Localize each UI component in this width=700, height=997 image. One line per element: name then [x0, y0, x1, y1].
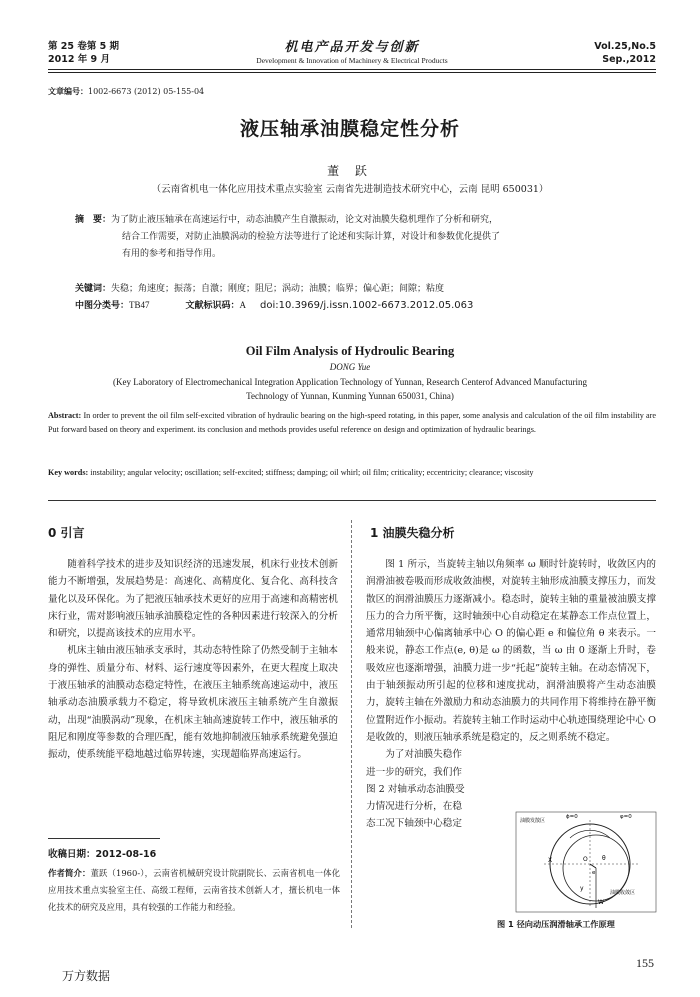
abstract-separator [48, 500, 656, 501]
received-date [48, 846, 156, 860]
analysis-p2-line5: 态工况下轴颈中心稳定 [366, 818, 462, 830]
label-converge: 油膜发散区 [520, 818, 546, 824]
analysis-paragraph-1: 图 1 所示，当旋转主轴以角频率 ω 顺时针旋转时，收敛区内的润滑油被卷吸而形成收敛油楔，对旋转主轴形成油膜支撑压力，而发散区的润滑油膜压力逐渐减小。稳态时，旋转主轴的重量被油膜支撑压力的合力所平衡，这时轴颈中心自动稳定在某静态工作点位置上，通常用轴颈中心偏离轴承中心 O 的偏心距 e 和偏位角 θ 来表示。一般来说，静态工作点(e, θ)是 ω 的函数，当 ω 由 0 逐渐上升时，卷吸效应也逐渐增强，油膜力进一步“托起”旋转主轴。在动态情况下，由于轴颈振动所引起的位移和速度扰动，润滑油膜将产生动态油膜力，旋转主轴在外激励力和动态油膜力的共同作用下将维持在静平衡位置附近作小振动。若旋转主轴工作时运动中心轨迹围绕理论中心 O 是收敛的，则液压轴承系统是稳定的，反之则系统不稳定。 [366, 559, 656, 743]
author-bio-text: 董跃（1960-），云南省机械研究设计院副院长、云南省机电一体化应用技术重点实验室主任、高级工程师，云南省技术创新人才，擅长机电一体化技术的研究及应用，具有较强的工作能力和经验。 [48, 868, 341, 912]
title-en: Oil Film Analysis of Hydroulic Bearing [245, 344, 455, 358]
keywords-en [48, 466, 656, 479]
abstract-cn-line2: 结合工作需要，对防止油膜涡动的检验方法等进行了论述和实际计算，对设计和参数优化提供了 [122, 232, 501, 242]
eccentricity-line [590, 864, 596, 868]
doi: doi:10.3969/j.issn.1002-6673.2012.05.063 [260, 300, 474, 311]
abstract-en [48, 409, 656, 437]
title-cn: 液压轴承油膜稳定性分析 [239, 118, 460, 140]
label-x: X [548, 857, 553, 864]
affiliation-en-line1: (Key Laboratory of Electromechanical Integration Application Technology of Yunnan, Research Centerof Advanced Manufacturing [113, 377, 587, 387]
abstract-en-text: In order to prevent the oil film self-excited vibration of hydraulic bearing on the high-speed rotating, in this paper, some analysis and calculation of the oil film instability are Put forward based on theory and experiment. its conclusion and methods provides useful reference on design and optimization of hydraulic bearings. [48, 411, 657, 435]
doc-code-value: A [239, 300, 247, 310]
author-en: DONG Yue [329, 362, 371, 372]
date-en: Sep.,2012 [602, 54, 656, 65]
section-heading-analysis: 1 油膜失稳分析 [370, 526, 455, 540]
keywords-cn [75, 281, 652, 297]
volume-issue-en: Vol.25,No.5 [594, 41, 656, 52]
keywords-en-text: instability; angular velocity; oscillation; self-excited; stiffness; damping; oil whirl; oil film; criticality; eccentricity; clearance; viscosity [90, 468, 534, 477]
abstract-cn-line1: 为了防止液压轴承在高速运行中，动态油膜产生自激振动，论文对油膜失稳机理作了分析和研究， [111, 215, 499, 225]
analysis-p2-line4: 力情况进行分析，在稳 [366, 801, 462, 813]
label-e: e [592, 870, 596, 876]
journal-name [48, 40, 656, 66]
abstract-cn [75, 212, 652, 263]
analysis-paragraph-2 [366, 746, 504, 832]
analysis-p2-line3: 图 2 对轴承动态油膜受 [366, 783, 465, 795]
header-rule-thin [48, 72, 656, 73]
column-divider [351, 520, 352, 928]
label-o: O [583, 856, 588, 863]
date-cn: 2012 年 9 月 [48, 54, 110, 65]
watermark: 万方数据 [62, 969, 111, 983]
author-cn: 董 跃 [327, 164, 373, 178]
volume-issue-cn: 第 25 卷第 5 期 [48, 41, 120, 52]
figure-bearing-diagram [510, 808, 660, 916]
issue-info-en [594, 40, 656, 66]
body-right-column [366, 556, 656, 833]
analysis-p2-line1: 为了对油膜失稳作 [385, 749, 462, 761]
label-w: W [598, 899, 604, 906]
received-date-label: 收稿日期： [48, 849, 96, 860]
intro-paragraph-1: 随着科学技术的进步及知识经济的迅速发展，机床行业技术创新能力不断增强，发展趋势是：高速化、高精度化、复合化、高科技含量化以及环保化。为了把液压轴承技术更好的应用于高速和高精密机床行业，需对影响液压轴承油膜稳定性的各种因素进行较深入的分析和研究，以提高该技术的应用水平。 [48, 559, 338, 640]
page-number: 155 [636, 956, 654, 970]
label-diverge: 油膜收敛区 [610, 890, 636, 896]
affiliation-en-line2: Technology of Yunnan, Kunming Yunnan 650031, China) [246, 390, 454, 401]
label-phi-pi: φ=0 [620, 814, 632, 820]
author-bio [48, 865, 340, 916]
affiliation-cn: （云南省机电一体化应用技术重点实验室 云南省先进制造技术研究中心，云南 昆明 650031） [151, 184, 549, 195]
abstract-cn-label: 摘 要： [75, 215, 112, 225]
label-phi0: ϕ=0 [566, 814, 578, 820]
article-number-label: 文章编号： [48, 87, 88, 96]
analysis-p2-line2: 进一步的研究，我们作 [366, 766, 462, 778]
clc-label: 中图分类号： [75, 301, 130, 311]
doc-code-label: 文献标识码： [185, 301, 240, 311]
keywords-cn-value: 失稳；角速度；振荡；自激；刚度；阻尼；涡动；油膜；临界；偏心距；间隙；粘度 [111, 284, 445, 294]
received-date-value: 2012-08-16 [95, 849, 157, 860]
article-number-value: 1002-6673 (2012) 05-155-04 [88, 87, 205, 96]
abstract-cn-line3: 有用的参考和指导作用。 [122, 249, 222, 259]
header-rule-thick [48, 69, 656, 70]
journal-name-cn: 机电产品开发与创新 [284, 40, 420, 55]
journal-header [48, 40, 656, 68]
intro-paragraph-2: 机床主轴由液压轴承支承时，其动态特性除了仍然受制于主轴本身的弹性、质量分布、材料、运行速度等因素外，在更大程度上取决于液压轴承的油膜动态稳定特性，在液压主轴系统高速运动中，液压轴承动态油膜承载力不稳定，将导致机床液压主轴系统产生自激振动，出现“油膜涡动”现象，在机床主轴高速旋转工作中，液压轴承的阻尼和刚度等参数的合理匹配，能有效地抑制液压轴承系统避免强迫振动，使系统能平稳地越过临界转速，实现超临界高速运行。 [48, 645, 338, 761]
keywords-en-label: Key words: [48, 468, 89, 477]
section-heading-intro: 0 引言 [48, 526, 85, 540]
article-number [48, 86, 204, 97]
classification [75, 297, 652, 314]
footnote-rule [48, 838, 160, 839]
keywords-cn-label: 关键词： [75, 284, 112, 294]
affiliation-en [60, 376, 640, 403]
journal-name-en: Development & Innovation of Machinery & Electrical Products [256, 56, 448, 65]
author-bio-label: 作者简介： [48, 868, 91, 878]
clc-value: TB47 [129, 300, 150, 310]
label-y: y [580, 885, 584, 892]
label-theta: θ [602, 855, 606, 862]
body-left-column [48, 556, 338, 764]
figure-caption: 图 1 径向动压润滑轴承工作原理 [497, 919, 615, 929]
abstract-en-label: Abstract: [48, 411, 82, 420]
